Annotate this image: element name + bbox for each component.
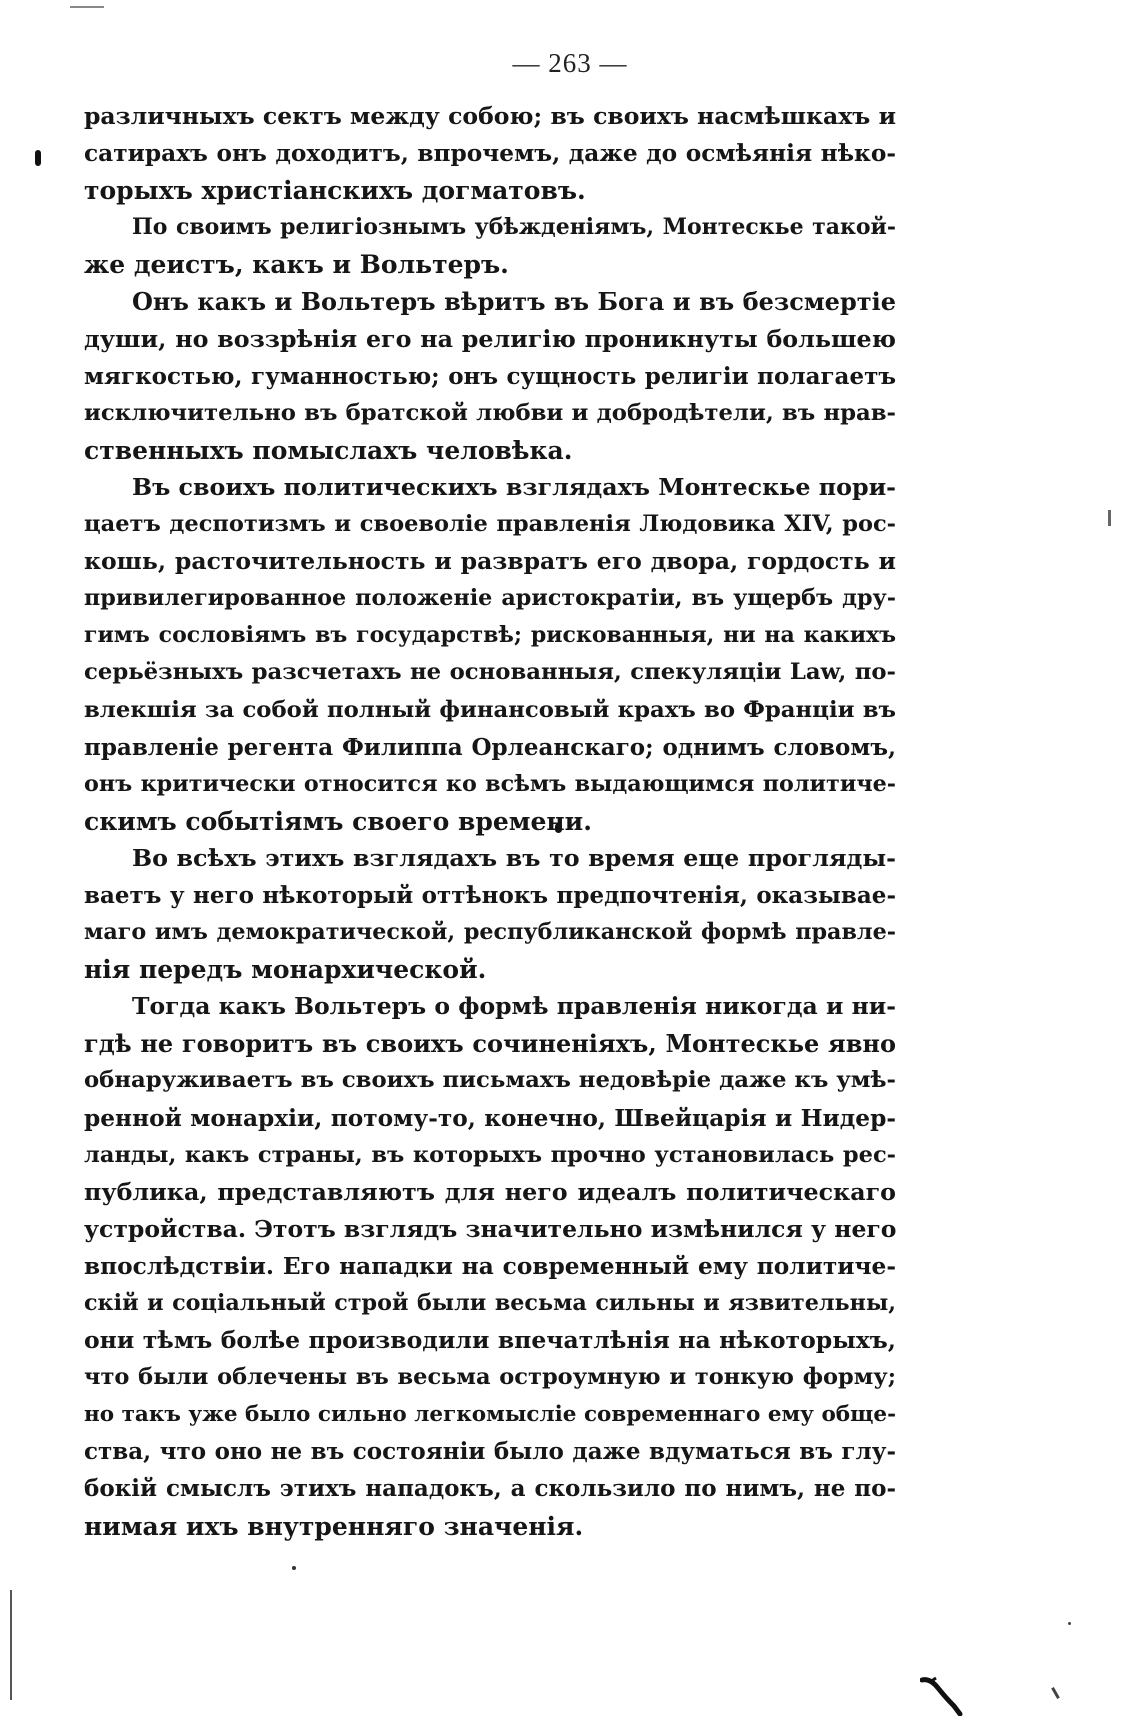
paragraph <box>84 283 896 468</box>
paragraph <box>84 840 896 988</box>
text-line: обнаруживаетъ въ своихъ письмахъ недовѣріе даже къ умѣ- <box>84 1067 896 1094</box>
text-line: же деистъ, какъ и Вольтеръ. <box>84 250 509 280</box>
text-line: влекшія за собой полный финансовый крахъ во Франціи въ <box>84 696 896 723</box>
text-line: маго имъ демократической, республиканской формѣ правле- <box>84 919 896 946</box>
text-line: По своимъ религіознымъ убѣжденіямъ, Монтескье такой- <box>132 214 896 241</box>
text-line: скій и соціальный строй были весьма сильны и язвительны, <box>84 1290 896 1316</box>
scan-artifact-left-edge <box>10 1590 12 1700</box>
text-line: ланды, какъ страны, въ которыхъ прочно установилась рес- <box>84 1141 896 1168</box>
text-line: мягкостью, гуманностью; онъ сущность религіи полагаетъ <box>84 362 896 390</box>
paragraph <box>84 98 896 209</box>
text-line: исключительно въ братской любви и добродѣтели, въ нрав- <box>84 399 896 426</box>
text-line: серьёзныхъ разсчетахъ не основанныя, спекуляціи Law, по- <box>84 659 896 686</box>
text-line: публика, представляютъ для него идеалъ политическаго <box>84 1177 896 1206</box>
text-line: бокій смыслъ этихъ нападокъ, а скользило по нимъ, не по- <box>84 1475 896 1503</box>
text-line: Въ своихъ политическихъ взглядахъ Монтескье пори- <box>132 472 896 501</box>
text-line: ства, что оно не въ состояніи было даже вдуматься въ глу- <box>84 1438 896 1466</box>
scan-artifact-hook-mark <box>920 1676 964 1716</box>
text-line: но такъ уже было сильно легкомысліе современнаго ему обще- <box>84 1402 896 1428</box>
paragraph <box>84 209 896 283</box>
text-line: гимъ сословіямъ въ государствѣ; рискованныя, ни на какихъ <box>84 622 896 649</box>
text-line: сатирахъ онъ доходитъ, впрочемъ, даже до осмѣянія нѣко- <box>84 140 896 168</box>
text-line: кошь, расточительность и развратъ его двора, гордость и <box>84 547 896 576</box>
text-line: привилегированное положеніе аристократіи, въ ущербъ дру- <box>84 585 896 612</box>
paragraph <box>84 469 896 840</box>
scan-artifact-dot <box>1068 1622 1071 1625</box>
text-line: онъ критически относится ко всѣмъ выдающимся политиче- <box>84 770 896 797</box>
text-line: ственныхъ помыслахъ человѣка. <box>84 435 573 465</box>
text-line: ренной монархіи, потому-то, конечно, Швейцарія и Нидер- <box>84 1104 896 1132</box>
text-line: Тогда какъ Вольтеръ о формѣ правленія никогда и ни- <box>132 992 896 1021</box>
text-line: ваетъ у него нѣкоторый оттѣнокъ предпочтенія, оказывае- <box>84 881 896 909</box>
text-line: души, но воззрѣнія его на религію проникнуты большею <box>84 324 896 353</box>
text-line: нія передъ монархической. <box>84 955 487 985</box>
text-line: цаетъ деспотизмъ и своеволіе правленія Людовика XIV, рос- <box>84 511 896 538</box>
scan-artifact-margin-mark <box>35 150 41 166</box>
text-line: Во всѣхъ этихъ взглядахъ въ то время еще прогляды- <box>132 843 896 872</box>
scan-artifact-corner-line <box>70 6 104 8</box>
scan-artifact-tick <box>1051 1687 1060 1699</box>
text-line: они тѣмъ болѣе производили впечатлѣнія на нѣкоторыхъ, <box>84 1326 896 1355</box>
text-line: впослѣдствіи. Его нападки на современный ему политиче- <box>84 1252 896 1280</box>
text-line: Онъ какъ и Вольтеръ вѣритъ въ Бога и въ безсмертіе <box>132 287 896 317</box>
text-line: торыхъ христіанскихъ догматовъ. <box>84 176 586 206</box>
text-line: что были облечены въ весьма остроумную и тонкую форму; <box>84 1364 896 1391</box>
text-line: гдѣ не говоритъ въ своихъ сочиненіяхъ, Монтескье явно <box>84 1029 896 1059</box>
scan-artifact-dot <box>292 1566 296 1570</box>
body-text <box>84 98 896 1545</box>
text-line: различныхъ сектъ между собою; въ своихъ насмѣшкахъ и <box>84 102 896 130</box>
text-line: скимъ событіямъ своего времени. <box>84 806 592 836</box>
text-line: устройства. Этотъ взглядъ значительно измѣнился у него <box>84 1214 896 1243</box>
paragraph <box>84 988 896 1544</box>
text-line: нимая ихъ внутренняго значенія. <box>84 1511 584 1541</box>
page-number: — 263 — <box>512 48 628 78</box>
text-line: правленіе регента Филиппа Орлеанскаго; однимъ словомъ, <box>84 733 896 761</box>
scan-artifact-right-tick <box>1108 510 1111 526</box>
